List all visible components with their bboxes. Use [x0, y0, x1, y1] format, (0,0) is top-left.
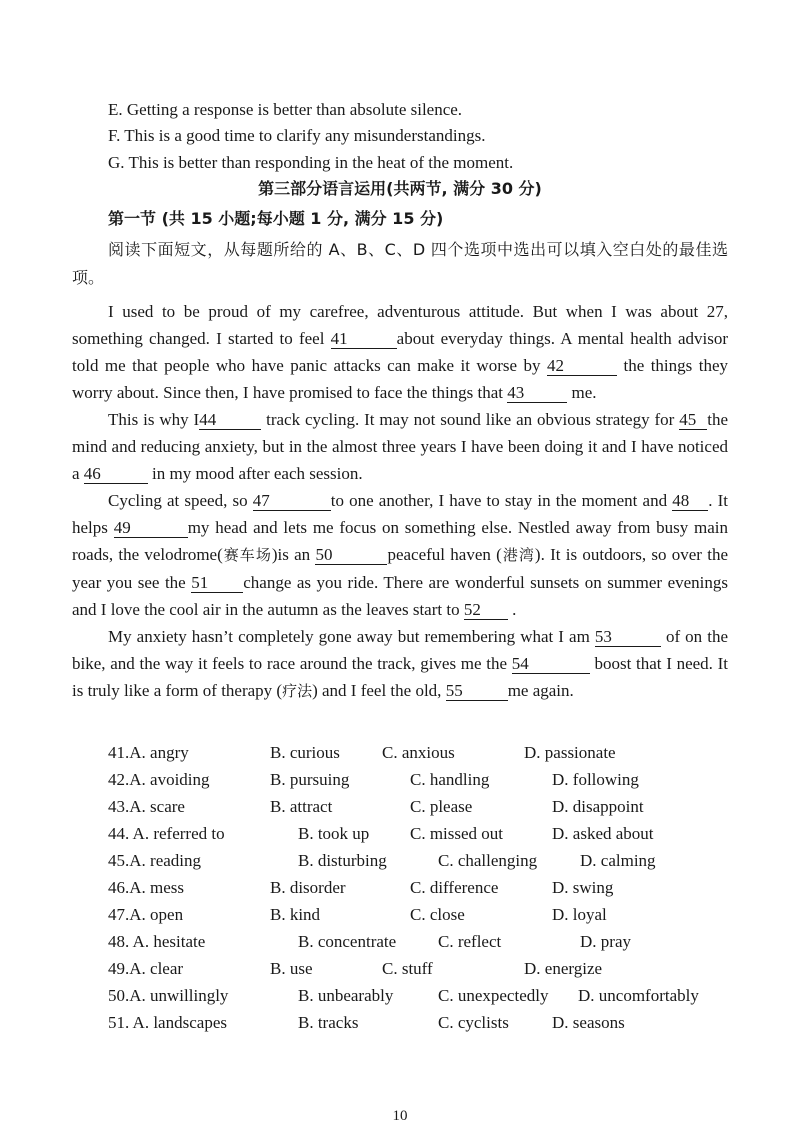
choice-c: C. anxious: [382, 743, 455, 762]
option-e: E. Getting a response is better than absolute silence.: [108, 100, 463, 119]
choice-d: D. passionate: [524, 743, 616, 762]
choice-d: D. energize: [524, 959, 603, 978]
choice-d: D. pray: [580, 932, 631, 951]
blank-46: 46: [84, 465, 148, 484]
blank-53: 53: [595, 628, 661, 647]
choice-a: 46.A. mess: [108, 878, 185, 897]
choice-b: B. disturbing: [298, 851, 387, 870]
blank-51: 51: [191, 574, 243, 593]
blank-44: 44: [199, 411, 261, 430]
blank-42: 42: [547, 357, 617, 376]
choice-d: D. calming: [580, 851, 656, 870]
choice-c: C. difference: [410, 878, 499, 897]
choice-a: 47.A. open: [108, 905, 184, 924]
page-number: 10: [392, 1108, 408, 1124]
choice-c: C. close: [410, 905, 465, 924]
paragraph-3: Cycling at speed, so 47 to one another, I have to stay in the moment and 48 . It helps 49 my head and lets me focus on something else. Nestled away from busy main roads, the velodrome(赛车场)is an 50 peaceful haven (港湾). It is outdoors, so over the year you see the 51 change as you ride. There are wonderful sunsets on summer evenings and I love the cool air in the autumn as the leaves start to 52 .: [72, 491, 729, 619]
choice-d: D. uncomfortably: [578, 986, 699, 1005]
section-title: 第三部分语言运用(共两节, 满分 30 分): [258, 179, 542, 198]
choice-b: B. curious: [270, 743, 340, 762]
blank-50: 50: [315, 546, 387, 565]
option-g: G. This is better than responding in the heat of the moment.: [108, 153, 514, 172]
blank-49: 49: [114, 519, 188, 538]
choice-a: 45.A. reading: [108, 851, 202, 870]
choice-d: D. disappoint: [552, 797, 644, 816]
choice-b: B. attract: [270, 797, 333, 816]
choice-b: B. concentrate: [298, 932, 397, 951]
paragraph-4: My anxiety hasn’t completely gone away but remembering what I am 53 of on the bike, and the way it feels to race around the track, gives me the 54 boost that I need. It is truly like a form of therapy (疗法) and I feel the old, 55 me again.: [72, 627, 729, 700]
blank-48: 48: [672, 492, 708, 511]
subsection-title: 第一节 (共 15 小题;每小题 1 分, 满分 15 分): [108, 209, 444, 228]
blank-45: 45: [679, 411, 707, 430]
choice-a: 41.A. angry: [108, 743, 189, 762]
blank-41: 41: [331, 330, 397, 349]
choice-b: B. took up: [298, 824, 370, 843]
paragraph-2: This is why I44 track cycling. It may not sound like an obvious strategy for 45 the mind and reducing anxiety, but in the almost three years I have been doing it and I have noticed a 46 in my mood after each session.: [72, 410, 729, 483]
choice-c: C. cyclists: [438, 1013, 509, 1032]
paragraph-1: I used to be proud of my carefree, adventurous attitude. But when I was about 27, something changed. I started to feel 41 about everyday things. A mental health advisor told me that people who have panic attacks can make it worse by 42 the things they worry about. Since then, I have promised to face the things that 43 me.: [72, 302, 729, 402]
choice-a: 51. A. landscapes: [108, 1013, 227, 1032]
blank-55: 55: [446, 682, 508, 701]
choice-d: D. asked about: [552, 824, 654, 843]
choice-c: C. please: [410, 797, 473, 816]
choice-c: C. unexpectedly: [438, 986, 549, 1005]
choice-c: C. handling: [410, 770, 490, 789]
choice-a: 43.A. scare: [108, 797, 185, 816]
choice-a: 49.A. clear: [108, 959, 184, 978]
instructions: 阅读下面短文，从每题所给的 A、B、C、D 四个选项中选出可以填入空白处的最佳选项。: [72, 240, 728, 287]
choice-c: C. missed out: [410, 824, 504, 843]
choice-a: 42.A. avoiding: [108, 770, 210, 789]
choice-d: D. loyal: [552, 905, 607, 924]
blank-54: 54: [512, 655, 590, 674]
reading-passage: [72, 298, 728, 705]
blank-52: 52: [464, 601, 508, 620]
choice-a: 50.A. unwillingly: [108, 986, 229, 1005]
choice-c: C. reflect: [438, 932, 502, 951]
choice-b: B. use: [270, 959, 313, 978]
choice-b: B. tracks: [298, 1013, 359, 1032]
choice-b: B. unbearably: [298, 986, 394, 1005]
choice-d: D. swing: [552, 878, 614, 897]
blank-47: 47: [253, 492, 331, 511]
choice-c: C. stuff: [382, 959, 433, 978]
option-f: F. This is a good time to clarify any misunderstandings.: [108, 126, 486, 145]
blank-43: 43: [507, 384, 567, 403]
choice-c: C. challenging: [438, 851, 538, 870]
choice-a: 44. A. referred to: [108, 824, 225, 843]
choice-a: 48. A. hesitate: [108, 932, 206, 951]
choice-b: B. kind: [270, 905, 321, 924]
choice-d: D. seasons: [552, 1013, 625, 1032]
choice-b: B. disorder: [270, 878, 346, 897]
choice-d: D. following: [552, 770, 639, 789]
choice-b: B. pursuing: [270, 770, 350, 789]
